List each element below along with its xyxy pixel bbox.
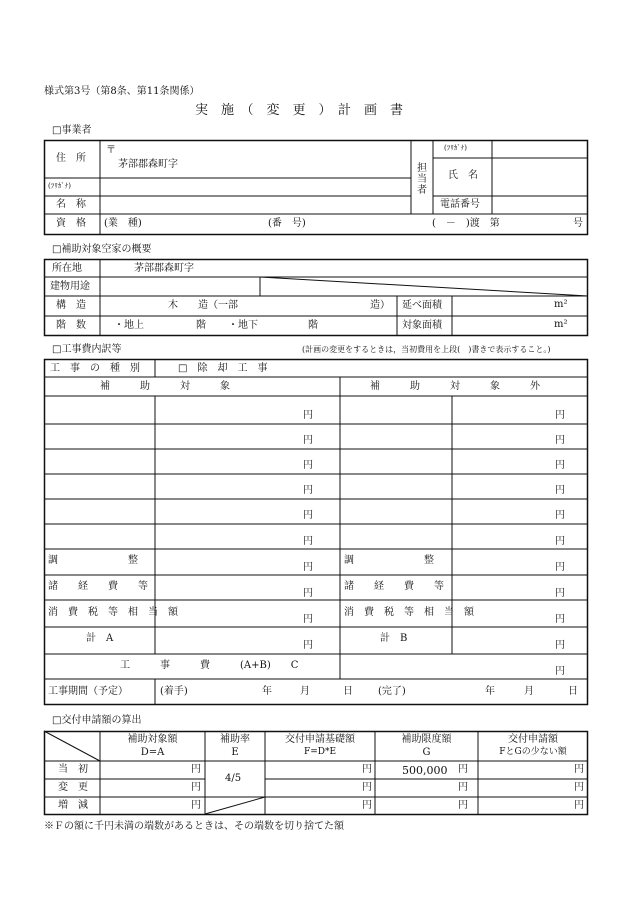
postal-mark: 〒 — [106, 145, 116, 156]
end-day: 日 — [568, 686, 578, 697]
location-label: 所在地 — [52, 263, 82, 274]
g-yen-3: 円 — [458, 800, 468, 811]
above-ground-unit: 階 — [196, 320, 206, 331]
phone-label: 電話番号 — [440, 199, 480, 210]
misc-label-a: 諸 経 費 等 — [48, 581, 148, 592]
license-field[interactable]: ( － )渡 第 — [432, 218, 500, 229]
subsidy-outside-header: 補 助 対 象 外 — [370, 381, 540, 392]
address-value[interactable]: 茅部郡森町字 — [118, 159, 178, 170]
limit-amount-value: 500,000 — [402, 764, 448, 777]
yen-a1: 円 — [303, 410, 313, 421]
yen-b7: 円 — [555, 562, 565, 573]
yen-b8: 円 — [555, 588, 565, 599]
yen-a5: 円 — [303, 510, 313, 521]
floor-area-unit: m² — [554, 299, 568, 310]
col-g-header: 補助限度額 — [401, 734, 452, 745]
end-year: 年 — [485, 686, 495, 697]
yen-b4: 円 — [555, 485, 565, 496]
d-yen-2: 円 — [191, 782, 201, 793]
adjust-label-b: 調 整 — [344, 555, 434, 566]
yen-a10: 円 — [303, 640, 313, 651]
col-h-formula: FとGの少ない額 — [499, 747, 567, 757]
misc-label-b: 諸 経 費 等 — [344, 581, 444, 592]
col-e-formula: E — [231, 747, 239, 758]
applicant-furigana-label: (ﾌﾘｶﾞﾅ) — [48, 182, 71, 190]
cost-note: (計画の変更をするときは，当初費用を上段( )書きで表示すること。) — [302, 345, 551, 354]
row-diff-label: 増 減 — [58, 800, 88, 811]
yen-b1: 円 — [555, 410, 565, 421]
d-yen-1: 円 — [191, 764, 201, 775]
qualification-label: 資 格 — [56, 218, 86, 229]
yen-a9: 円 — [303, 614, 313, 625]
footnote: ※Ｆの額に千円未満の端数があるときは、その端数を切り捨てた額 — [44, 821, 344, 832]
location-value[interactable]: 茅部郡森町字 — [134, 263, 194, 274]
use-label: 建物用途 — [50, 281, 90, 292]
h-yen-3: 円 — [574, 800, 584, 811]
form-number: 様式第3号（第8条、第11条関係） — [44, 86, 200, 97]
work-kind-label: 工 事 の 種 別 — [50, 363, 140, 374]
total-a-label: 計 A — [86, 633, 114, 644]
col-e-header: 補助率 — [220, 734, 250, 745]
col-d-formula: D=A — [140, 747, 165, 758]
f-yen-1: 円 — [362, 764, 372, 775]
f-yen-2: 円 — [362, 782, 372, 793]
demolition-checkbox[interactable]: □ 除 却 工 事 — [178, 363, 268, 374]
tax-label-a: 消 費 税 等 相 当 額 — [48, 607, 178, 618]
tax-label-b: 消 費 税 等 相 当 額 — [344, 607, 474, 618]
applicant-heading: □事業者 — [52, 125, 92, 136]
col-f-formula: F=D*E — [303, 747, 337, 757]
d-yen-3: 円 — [191, 800, 201, 811]
yen-a8: 円 — [303, 588, 313, 599]
subsidy-rate-value: 4/5 — [225, 773, 242, 784]
calc-heading: □交付申請額の算出 — [52, 715, 142, 726]
floors-label: 階 数 — [56, 320, 86, 331]
col-g-formula: G — [422, 747, 431, 758]
yen-b6: 円 — [555, 536, 565, 547]
tanto-label: 担当者 — [417, 163, 427, 196]
target-area-unit: m² — [554, 319, 568, 330]
yen-b9: 円 — [555, 614, 565, 625]
col-d-header: 補助対象額 — [127, 734, 178, 745]
target-area-label: 対象面積 — [402, 320, 442, 331]
above-ground-label: ・地上 — [114, 320, 144, 331]
below-ground-label: ・地下 — [228, 320, 258, 331]
total-b-label: 計 B — [380, 633, 408, 644]
industry-field[interactable]: (業 種) — [104, 218, 142, 229]
yen-b2: 円 — [555, 435, 565, 446]
yen-a6: 円 — [303, 536, 313, 547]
total-cost-label: 工 事 費 (A+B) C — [120, 660, 299, 671]
subsidy-target-header: 補 助 対 象 — [100, 381, 230, 392]
start-day: 日 — [343, 686, 353, 697]
structure-zo: 造） — [370, 300, 390, 311]
yen-a7: 円 — [303, 562, 313, 573]
yen-a3: 円 — [303, 460, 313, 471]
row-initial-label: 当 初 — [58, 764, 88, 775]
period-label: 工事期間（予定） — [48, 686, 128, 697]
page-title: 実 施 （ 変 更 ） 計 画 書 — [195, 103, 404, 118]
name-label: 名 称 — [56, 199, 86, 210]
floor-area-label: 延べ面積 — [402, 300, 442, 311]
yen-b5: 円 — [555, 510, 565, 521]
yen-a4: 円 — [303, 485, 313, 496]
g-yen-2: 円 — [458, 782, 468, 793]
col-h-header: 交付申請額 — [508, 734, 558, 745]
license-go: 号 — [573, 218, 583, 229]
below-ground-unit: 階 — [308, 320, 318, 331]
start-label: (着手) — [160, 686, 188, 697]
yen-c: 円 — [555, 666, 565, 677]
structure-label: 構 造 — [56, 300, 86, 311]
end-month: 月 — [524, 686, 534, 697]
yen-b3: 円 — [555, 460, 565, 471]
structure-wood: 木 造（一部 — [168, 300, 238, 311]
tanto-furigana-label: (ﾌﾘｶﾞﾅ) — [444, 144, 467, 152]
h-yen-2: 円 — [574, 782, 584, 793]
col-f-header: 交付申請基礎額 — [285, 734, 355, 745]
end-label: (完了) — [378, 686, 406, 697]
yen-b10: 円 — [555, 640, 565, 651]
address-label: 住 所 — [56, 153, 86, 164]
adjust-label-a: 調 整 — [48, 555, 138, 566]
start-month: 月 — [300, 686, 310, 697]
cost-heading: □工事費内訳等 — [52, 344, 122, 355]
yen-a2: 円 — [303, 435, 313, 446]
h-yen-1: 円 — [574, 764, 584, 775]
property-heading: □補助対象空家の概要 — [52, 244, 152, 255]
start-year: 年 — [262, 686, 272, 697]
f-yen-3: 円 — [362, 800, 372, 811]
number-field[interactable]: (番 号) — [268, 218, 306, 229]
row-change-label: 変 更 — [58, 782, 88, 793]
contact-name-label: 氏 名 — [448, 170, 478, 181]
g-yen-1: 円 — [458, 764, 468, 775]
